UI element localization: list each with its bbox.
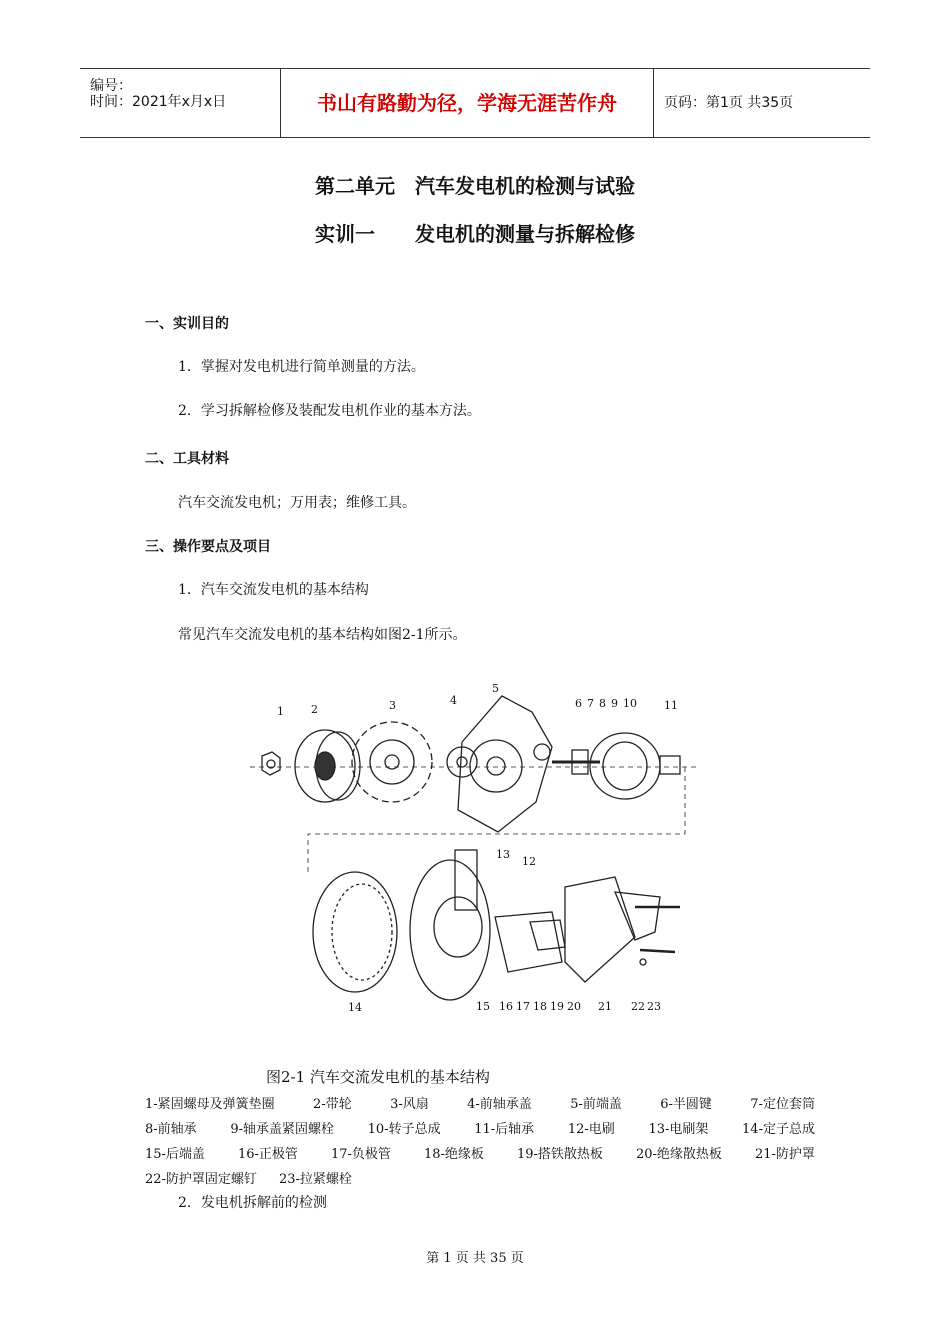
part-number: 20 [567, 1000, 581, 1013]
time-label: 时间：2021年x月x日 [90, 94, 227, 110]
figure-caption: 图2-1 汽车交流发电机的基本结构 [266, 1068, 490, 1086]
part-number: 4 [450, 694, 457, 707]
legend-item: 15-后端盖 [145, 1147, 205, 1162]
part-number: 7 [587, 697, 594, 710]
section-1-item-1: 1．掌握对发电机进行简单测量的方法。 [178, 359, 425, 375]
legend-item: 7-定位套筒 [750, 1097, 815, 1112]
legend-row [145, 1118, 815, 1137]
legend-item: 19-搭铁散热板 [517, 1147, 603, 1162]
legend-item: 13-电刷架 [648, 1122, 709, 1137]
section-1-item-2: 2．学习拆解检修及装配发电机作业的基本方法。 [178, 403, 481, 419]
legend-item: 16-正极管 [238, 1147, 298, 1162]
section-3-item-1: 1．汽车交流发电机的基本结构 [178, 582, 369, 598]
legend-item: 12-电刷 [567, 1122, 615, 1137]
part-number: 21 [598, 1000, 612, 1013]
part-number: 5 [492, 682, 499, 695]
legend-item: 3-风扇 [390, 1097, 429, 1112]
fan-part [352, 722, 432, 802]
part-number: 9 [611, 697, 618, 710]
rear-end-cover-part [410, 860, 490, 1000]
page-subtitle: 实训一 发电机的测量与拆解检修 [315, 222, 635, 246]
number-label: 编号： [90, 78, 132, 94]
legend-item: 18-绝缘板 [424, 1147, 484, 1162]
header-meta-cell [80, 69, 281, 137]
section-3-text: 常见汽车交流发电机的基本结构如图2-1所示。 [178, 627, 467, 643]
alternator-exploded-diagram [240, 682, 710, 1022]
part-number: 3 [389, 699, 396, 712]
part-number: 23 [647, 1000, 661, 1013]
legend-item: 8-前轴承 [145, 1122, 197, 1137]
part-number: 6 [575, 697, 582, 710]
part-number: 11 [664, 699, 678, 712]
part-number: 13 [496, 848, 510, 861]
part-number: 17 [516, 1000, 530, 1013]
part-number: 1 [277, 705, 284, 718]
legend-item: 2-带轮 [313, 1097, 352, 1112]
legend-item: 21-防护罩 [755, 1147, 815, 1162]
brush-holder-part [455, 850, 477, 910]
legend-row [145, 1168, 815, 1187]
legend-item: 9-轴承盖紧固螺栓 [230, 1122, 334, 1137]
part-number: 12 [522, 855, 536, 868]
rotor-part [590, 733, 660, 799]
section-heading-1: 一、实训目的 [145, 316, 229, 332]
header-table [80, 68, 870, 138]
part-number: 14 [348, 1001, 362, 1014]
part-number: 10 [623, 697, 637, 710]
section-heading-3: 三、操作要点及项目 [145, 539, 271, 555]
page-footer: 第 1 页 共 35 页 [426, 1251, 524, 1266]
part-number: 15 [476, 1000, 490, 1013]
part-number: 8 [599, 697, 606, 710]
legend-item: 6-半圆键 [660, 1097, 712, 1112]
section-heading-2: 二、工具材料 [145, 451, 229, 467]
header-page-info: 页码：第1页 共35页 [664, 95, 794, 111]
section-3-item-2: 2．发电机拆解前的检测 [178, 1195, 327, 1211]
legend-item: 11-后轴承 [474, 1122, 535, 1137]
part-number: 22 [631, 1000, 645, 1013]
section-2-text: 汽车交流发电机；万用表；维修工具。 [178, 495, 416, 511]
legend-item: 5-前端盖 [570, 1097, 622, 1112]
legend-item: 17-负极管 [331, 1147, 391, 1162]
rear-bearing-part [660, 756, 680, 774]
legend-row [145, 1093, 815, 1112]
stator-part [313, 872, 397, 992]
header-motto: 书山有路勤为径，学海无涯苦作舟 [281, 69, 654, 137]
part-number: 16 [499, 1000, 513, 1013]
legend-row [145, 1143, 815, 1162]
part-number: 19 [550, 1000, 564, 1013]
legend-item: 10-转子总成 [367, 1122, 441, 1137]
legend-item: 14-定子总成 [742, 1122, 815, 1137]
legend-item: 23-拉紧螺栓 [278, 1172, 352, 1187]
legend-item: 20-绝缘散热板 [636, 1147, 722, 1162]
legend-item: 22-防护罩固定螺钉 [145, 1172, 257, 1187]
legend-item: 4-前轴承盖 [467, 1097, 532, 1112]
nut-part [262, 752, 280, 775]
page-title: 第二单元 汽车发电机的检测与试验 [315, 174, 635, 198]
legend-item: 1-紧固螺母及弹簧垫圈 [145, 1097, 275, 1112]
part-number: 2 [311, 703, 318, 716]
part-number: 18 [533, 1000, 547, 1013]
